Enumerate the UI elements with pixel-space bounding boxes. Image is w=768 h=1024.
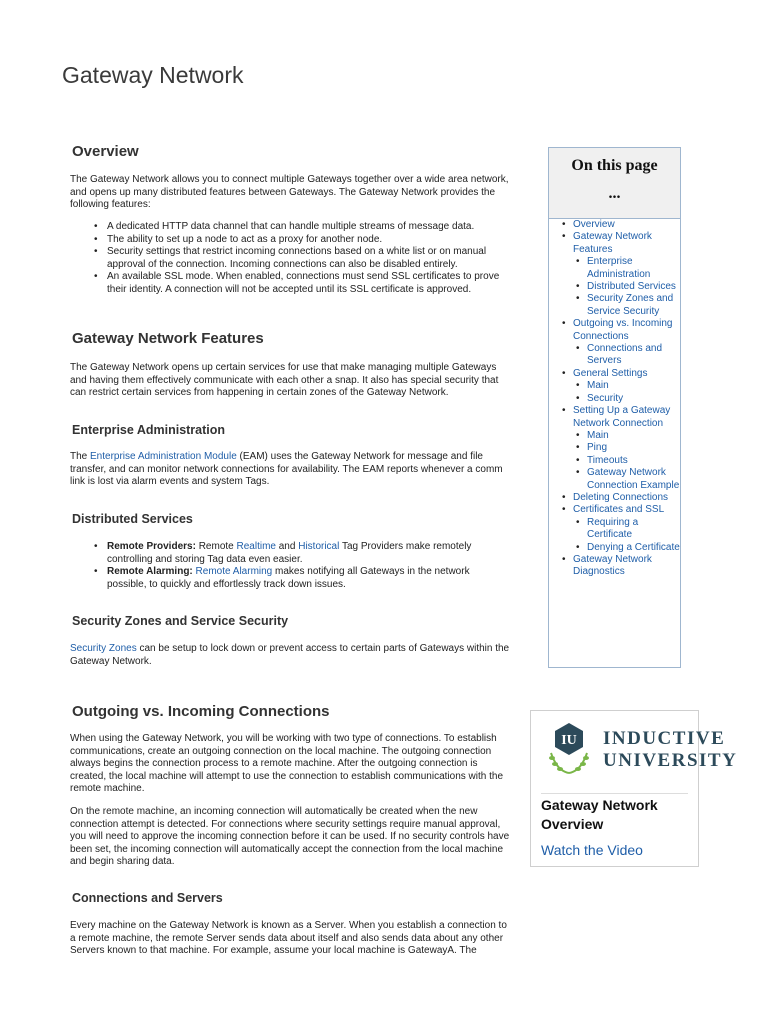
historical-link[interactable]: Historical xyxy=(298,541,340,552)
list-item: • Remote Alarming: Remote Alarming makes notifying all Gateways in the network possible, to quickly and effortlessly track down issues. xyxy=(94,566,504,591)
distributed-heading: Distributed Services xyxy=(72,512,193,526)
toc-item[interactable]: • Certificates and SSL xyxy=(549,504,680,516)
outgoing-text-1: When using the Gateway Network, you will be working with two type of connections. To establish communications, create an outgoing connection on the local machine. The outgoing connection always begins the connection process to a remote machine. After the outgoing connection is created, the local machine will attempt to use the connection to establish communications with the remote machine. xyxy=(70,733,504,794)
overview-feature-list xyxy=(94,221,504,296)
toc-item[interactable]: • Gateway Network Features xyxy=(549,231,680,256)
toc-item[interactable]: • Ping xyxy=(549,442,680,454)
enterprise-module-link[interactable]: Enterprise Administration Module xyxy=(90,451,237,462)
page-title: Gateway Network xyxy=(62,62,244,88)
list-item: • The ability to set up a node to act as a proxy for another node. xyxy=(94,234,504,247)
toc-item[interactable]: • Timeouts xyxy=(549,455,680,467)
inductive-university-logo xyxy=(531,711,738,787)
toc-item[interactable]: • Deleting Connections xyxy=(549,492,680,504)
logo-word-inductive: INDUCTIVE xyxy=(603,728,726,749)
logo-letters: IU xyxy=(561,733,577,748)
overview-heading: Overview xyxy=(72,143,139,160)
video-title[interactable]: Gateway Network Overview xyxy=(541,797,658,832)
security-heading: Security Zones and Service Security xyxy=(72,614,289,628)
enterprise-heading: Enterprise Administration xyxy=(72,423,226,437)
servers-text: Every machine on the Gateway Network is known as a Server. When you establish a connection to a remote machine, the remote Server sends data about itself and also sends data about any other Servers known to that machine. For example, assume your local machine is GatewayA. The xyxy=(70,920,507,956)
toc-item[interactable]: • Enterprise Administration xyxy=(549,256,680,281)
list-item: • Security settings that restrict incoming connections based on a white list or on manual approval of the connection. Incoming connections can also be disabled entirely. xyxy=(94,246,504,271)
card-divider xyxy=(541,793,688,794)
toc-item[interactable]: • Overview xyxy=(549,219,680,231)
list-item: • An available SSL mode. When enabled, connections must send SSL certificates to prove their identity. A connection will not be accepted until its SSL certificate is approved. xyxy=(94,271,504,296)
realtime-link[interactable]: Realtime xyxy=(236,541,276,552)
toc-item[interactable]: • Setting Up a Gateway Network Connection xyxy=(549,405,680,430)
toc-item[interactable]: • General Settings xyxy=(549,368,680,380)
toc-ellipsis[interactable]: ... xyxy=(608,185,621,202)
toc-header xyxy=(549,148,680,219)
toc-item[interactable]: • Gateway Network Diagnostics xyxy=(549,554,680,579)
toc-item[interactable]: • Gateway Network Connection Example xyxy=(549,467,680,492)
toc-item[interactable]: • Distributed Services xyxy=(549,281,680,293)
list-item: • Remote Providers: Remote Realtime and Historical Tag Providers make remotely controlling and storing Tag data even easier. xyxy=(94,541,504,566)
remote-alarming-link[interactable]: Remote Alarming xyxy=(195,566,273,577)
toc-title: On this page xyxy=(571,157,658,174)
outgoing-text-2: On the remote machine, an incoming connection will automatically be created when the new connection attempt is detected. For connections where security settings require manual approval, you will need to approve the incoming connection before it can be used. If no security controls have been set, the incoming connection will automatically accept the connection from the local machine and begin sharing data. xyxy=(70,806,510,867)
toc-item[interactable]: • Main xyxy=(549,430,680,442)
features-heading: Gateway Network Features xyxy=(72,330,264,347)
security-zones-link[interactable]: Security Zones xyxy=(70,643,137,654)
toc-item[interactable]: • Requiring a Certificate xyxy=(549,517,680,542)
outgoing-heading: Outgoing vs. Incoming Connections xyxy=(72,703,330,720)
toc-list xyxy=(549,219,680,579)
toc-item[interactable]: • Denying a Certificate xyxy=(549,542,680,554)
features-text: The Gateway Network opens up certain services for use that make managing multiple Gateways and having them effectively communicate with each other a snap. It also has special security that can restrict certain services from happening in certain zones of the Gateway Network. xyxy=(70,362,499,398)
toc-item[interactable]: • Security xyxy=(549,393,680,405)
toc-item[interactable]: • Connections and Servers xyxy=(549,343,680,368)
toc-item[interactable]: • Security Zones and Service Security xyxy=(549,293,680,318)
list-item: • A dedicated HTTP data channel that can handle multiple streams of message data. xyxy=(94,221,504,234)
inductive-university-card[interactable] xyxy=(530,710,738,867)
enterprise-text: The Enterprise Administration Module (EAM) uses the Gateway Network for message and file transfer, and can monitor network connections for availability. The EAM reports whenever a comm link is lost via alarm events and system Tags. xyxy=(70,451,503,487)
watch-video-link[interactable]: Watch the Video xyxy=(541,842,643,858)
toc-item[interactable]: • Outgoing vs. Incoming Connections xyxy=(549,318,680,343)
toc-item[interactable]: • Main xyxy=(549,380,680,392)
security-text: Security Zones can be setup to lock down or prevent access to certain parts of Gateways within the Gateway Network. xyxy=(70,643,510,667)
overview-intro: The Gateway Network allows you to connect multiple Gateways together over a wide area network, and opens up many distributed features between Gateways. The Gateway Network provides the following features: xyxy=(70,174,509,210)
servers-heading: Connections and Servers xyxy=(72,891,223,905)
table-of-contents xyxy=(548,147,681,668)
logo-word-university: UNIVERSITY xyxy=(603,750,738,771)
distributed-list xyxy=(94,541,504,591)
